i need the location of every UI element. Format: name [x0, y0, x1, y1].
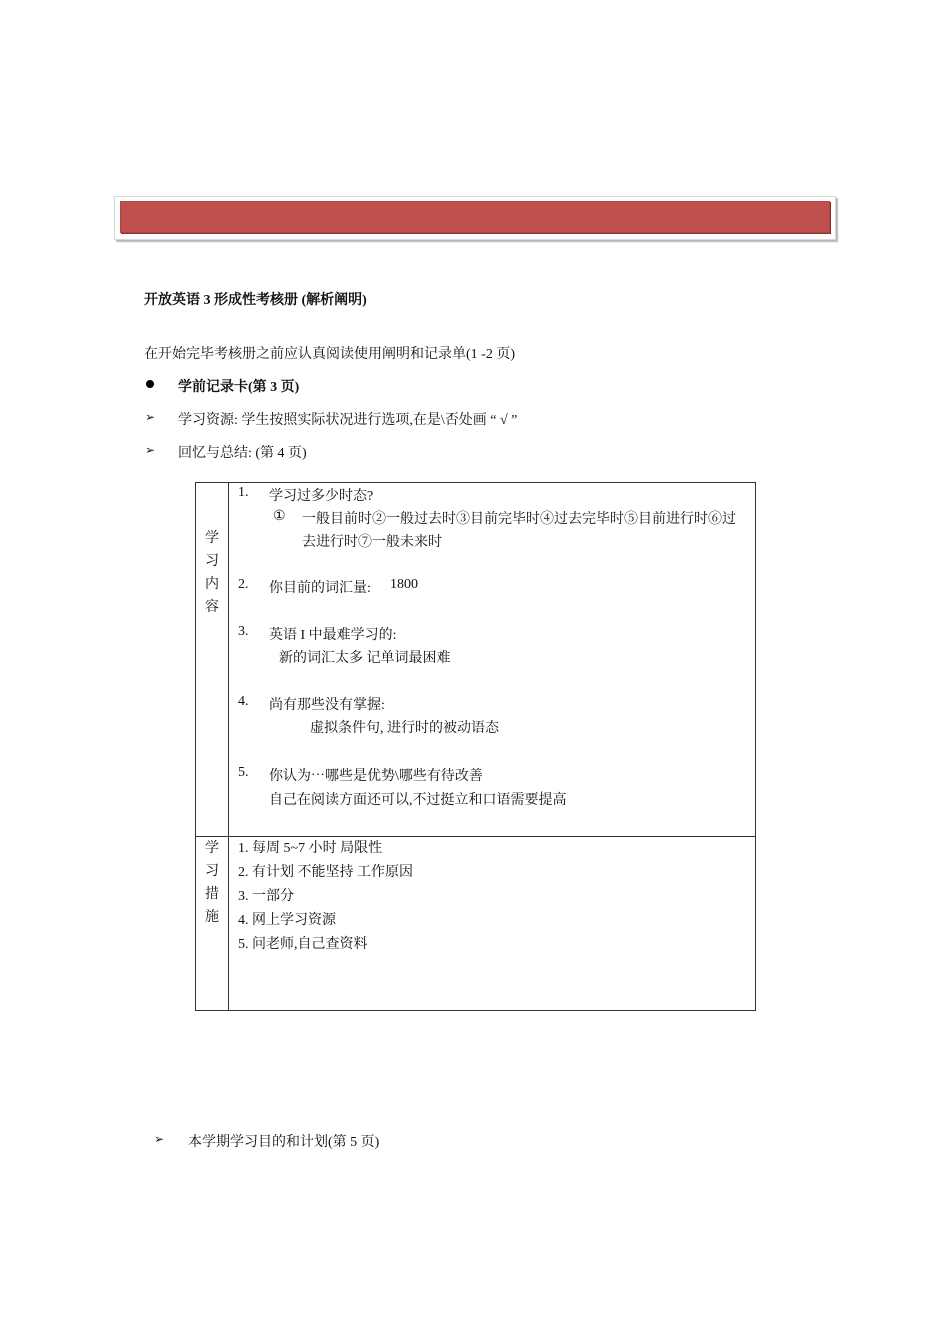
answer-marker: ①: [273, 509, 286, 524]
side-label-cell: [196, 483, 229, 837]
arrow-bullet-icon: ➢: [154, 1132, 165, 1146]
measure-item: 5. 问老师,自己查资料: [238, 937, 368, 952]
question-4-text: 尚有那些没有掌握:: [269, 698, 385, 713]
side-label-learning-measures: [196, 837, 228, 929]
question-1-answer-line2: 去进行时⑦一般未来时: [302, 535, 442, 550]
header-banner-bar: [120, 201, 830, 233]
table-row-learning-content: [196, 483, 756, 837]
question-3-text: 英语 I 中最难学习的:: [269, 628, 397, 643]
measure-item: 4. 网上学习资源: [238, 913, 336, 928]
vocabulary-count: 1800: [390, 577, 418, 592]
side-label-cell: [196, 837, 229, 1011]
side-label-char: 学: [205, 841, 219, 856]
question-3-answer: 新的词汇太多 记单词最困难: [279, 651, 451, 666]
question-2-text: 你目前的词汇量:: [269, 581, 371, 596]
side-label-char: 内: [205, 577, 219, 592]
question-number: 4.: [238, 694, 249, 709]
measure-item: 2. 有计划 不能坚持 工作原因: [238, 865, 413, 880]
table-row-learning-measures: [196, 837, 756, 1011]
measure-item: 1. 每周 5~7 小时 局限性: [238, 841, 383, 856]
question-5-answer: 自己在阅读方面还可以,不过挺立和口语需要提高: [269, 793, 567, 808]
side-label-char: 习: [205, 864, 219, 879]
bullet-dot-icon: [146, 380, 154, 388]
side-label-learning-content: [196, 483, 228, 619]
learning-content-cell: [229, 483, 756, 837]
section-resources: 学习资源: 学生按照实际状况进行选项,在是\否处画 “ √ ”: [178, 413, 518, 428]
review-table: [195, 482, 756, 1011]
question-4-answer: 虚拟条件句, 进行时的被动语态: [310, 721, 499, 736]
section-goals: 本学期学习目的和计划(第 5 页): [188, 1135, 380, 1150]
side-label-char: 措: [205, 887, 219, 902]
question-number: 5.: [238, 765, 249, 780]
question-5-text: 你认为⋯哪些是优势\哪些有待改善: [269, 769, 483, 784]
header-banner: [114, 196, 836, 240]
question-number: 1.: [238, 485, 249, 500]
section-record-card: 学前记录卡(第 3 页): [178, 380, 300, 395]
arrow-bullet-icon: ➢: [145, 410, 156, 424]
section-review: 回忆与总结: (第 4 页): [178, 446, 307, 461]
question-number: 2.: [238, 577, 249, 592]
document-title: 开放英语 3 形成性考核册 (解析阐明): [144, 293, 367, 308]
arrow-bullet-icon: ➢: [145, 443, 156, 457]
side-label-char: 习: [205, 554, 219, 569]
question-1-text: 学习过多少时态?: [269, 489, 374, 504]
measure-item: 3. 一部分: [238, 889, 294, 904]
side-label-char: 容: [205, 600, 219, 615]
question-1-answer-line1: 一般目前时②一般过去时③目前完毕时④过去完毕时⑤目前进行时⑥过: [302, 512, 736, 527]
side-label-char: 施: [205, 910, 219, 925]
intro-text: 在开始完毕考核册之前应认真阅读使用阐明和记录单(1 -2 页): [144, 347, 515, 362]
learning-measures-cell: [229, 837, 756, 1011]
question-number: 3.: [238, 624, 249, 639]
side-label-char: 学: [205, 531, 219, 546]
